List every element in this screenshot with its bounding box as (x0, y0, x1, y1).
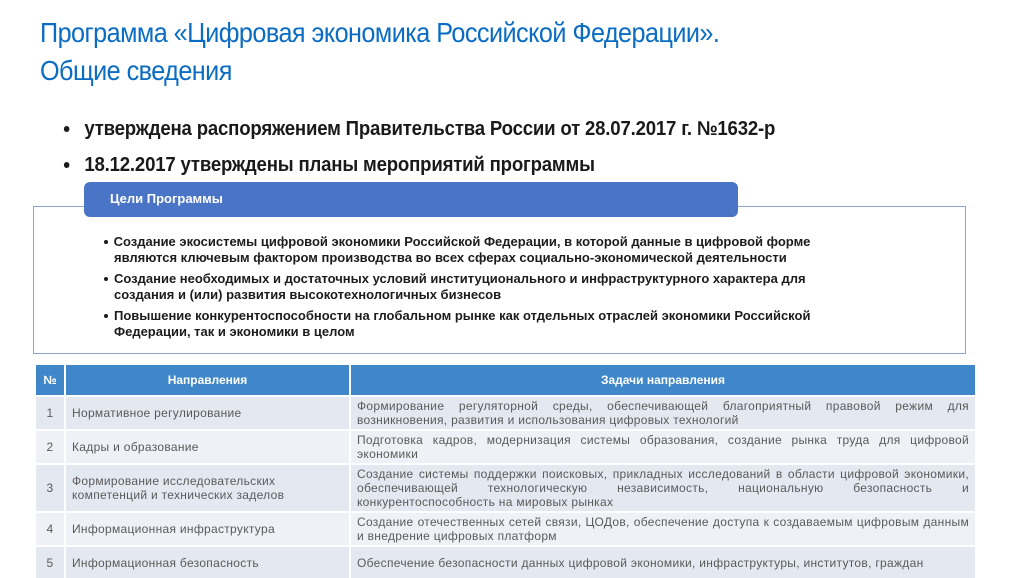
row-tasks: Подготовка кадров, модернизация системы образования, создание рынка труда для цифровой экономики (350, 430, 975, 464)
bullet-dot-icon (104, 277, 108, 281)
bullet-text: 18.12.2017 утверждены планы мероприятий программы (84, 154, 595, 176)
row-tasks: Обеспечение безопасности данных цифровой экономики, инфраструктуры, институтов, граждан (350, 546, 975, 578)
slide-title (40, 14, 850, 90)
row-tasks: Создание системы поддержки поисковых, прикладных исследований в области цифровой экономики, обеспечивающей технологическую независимость, национальную безопасность и конкурентоспособность на мировых рынках (350, 464, 975, 512)
bullet-dot-icon (64, 126, 70, 132)
table-row (36, 464, 975, 512)
row-direction: Информационная безопасность (65, 546, 350, 578)
goal-item (104, 271, 884, 303)
directions-table (36, 365, 975, 578)
goal-line: являются ключевым фактором производства во всех сферах социально-экономической деятельности (114, 250, 787, 265)
table-row (36, 430, 975, 464)
bullet-item (62, 111, 775, 147)
goals-tab-header: Цели Программы (84, 182, 738, 217)
table-row (36, 546, 975, 578)
column-header-direction: Направления (65, 365, 350, 396)
row-direction: Кадры и образование (65, 430, 350, 464)
summary-bullets (62, 111, 829, 183)
row-direction: Нормативное регулирование (65, 396, 350, 430)
goals-list (104, 234, 884, 345)
column-header-number: № (36, 365, 65, 396)
goal-line: Повышение конкурентоспособности на глобальном рынке как отдельных отраслей экономики Российской (114, 308, 811, 323)
row-direction: Формирование исследовательских компетенций и технических заделов (65, 464, 350, 512)
row-number: 3 (36, 464, 65, 512)
goal-item (104, 234, 884, 266)
title-line-1: Программа «Цифровая экономика Российской Федерации». (40, 17, 720, 48)
bullet-item (62, 147, 775, 183)
bullet-dot-icon (104, 240, 108, 244)
row-number: 1 (36, 396, 65, 430)
row-number: 4 (36, 512, 65, 546)
goal-line: Создание необходимых и достаточных условий институционального и инфраструктурного характера для (114, 271, 806, 286)
column-header-tasks: Задачи направления (350, 365, 975, 396)
row-number: 5 (36, 546, 65, 578)
goal-item (104, 308, 884, 340)
goal-line: Федерации, так и экономики в целом (114, 324, 355, 339)
row-tasks: Создание отечественных сетей связи, ЦОДов, обеспечение доступа к создаваемым цифровым данным и внедрение цифровых платформ (350, 512, 975, 546)
bullet-text: утверждена распоряжением Правительства России от 28.07.2017 г. №1632-р (84, 118, 776, 140)
bullet-dot-icon (104, 314, 108, 318)
table-row (36, 512, 975, 546)
bullet-dot-icon (64, 162, 70, 168)
goal-line: создания и (или) развития высокотехнологичных бизнесов (114, 287, 502, 302)
table-row (36, 396, 975, 430)
row-number: 2 (36, 430, 65, 464)
goal-line: Создание экосистемы цифровой экономики Российской Федерации, в которой данные в цифровой форме (110, 234, 811, 249)
title-line-2: Общие сведения (40, 55, 232, 86)
row-direction: Информационная инфраструктура (65, 512, 350, 546)
row-tasks: Формирование регуляторной среды, обеспечивающей благоприятный правовой режим для возникновения, развития и использования цифровых технологий (350, 396, 975, 430)
table-header-row (36, 365, 975, 396)
